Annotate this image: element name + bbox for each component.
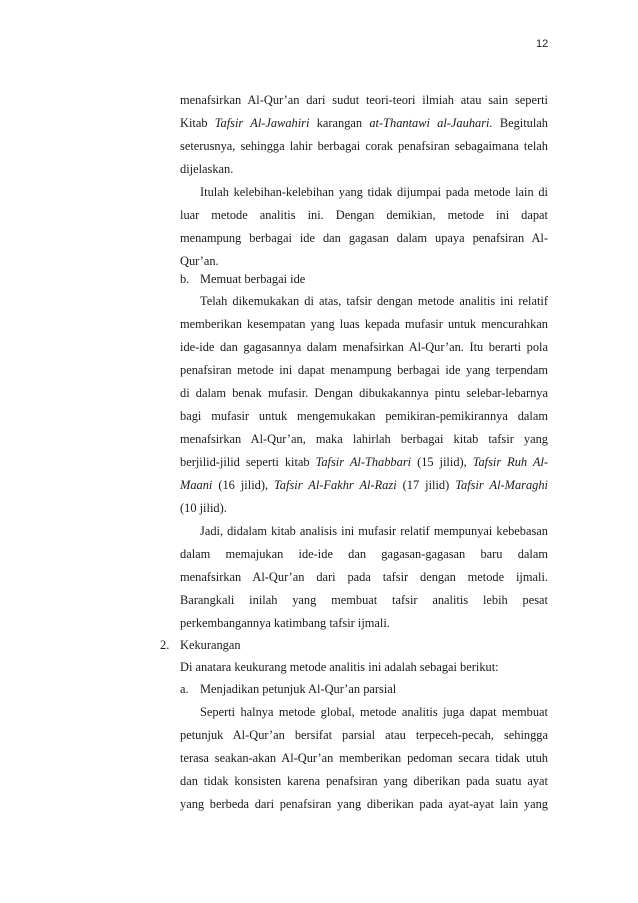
text-line: dalam memajukan ide-ide dan gagasan-gagasan baru dalam bbox=[180, 547, 548, 561]
text-line: penafsiran metode ini dapat menampung berbagai ide yang terpendam bbox=[180, 363, 548, 377]
text-line: (10 jilid). bbox=[180, 501, 227, 515]
text-line: perkembangannya katimbang tafsir ijmali. bbox=[180, 616, 390, 630]
text-line: ide-ide dan gagasannya dalam menafsirkan Al-Qur’an. Itu berarti pola bbox=[180, 340, 548, 354]
text-line: dijelaskan. bbox=[180, 162, 234, 176]
page-number: 12 bbox=[536, 38, 549, 50]
list-heading: Menjadikan petunjuk Al-Qur’an parsial bbox=[200, 682, 397, 696]
text-line: dan tidak konsisten karena penafsiran yang diberikan pada suatu ayat bbox=[180, 774, 548, 788]
text-line: di dalam benak mufasir. Dengan dibukakannya pintu selebar-lebarnya bbox=[180, 386, 548, 400]
text-line: menafsirkan Al-Qur’an dari sudut teori-teori ilmiah atau sain seperti bbox=[180, 93, 548, 107]
text-line: Qur’an. bbox=[180, 254, 219, 268]
text-line: terasa seakan-akan Al-Qur’an memberikan pedoman secara tidak utuh bbox=[180, 751, 548, 765]
text-line: menampung berbagai ide dan gagasan dalam upaya penafsiran Al- bbox=[180, 231, 548, 245]
text-line: Jadi, didalam kitab analisis ini mufasir relatif mempunyai kebebasan bbox=[200, 524, 548, 538]
text-line: petunjuk Al-Qur’an bersifat parsial atau terpeceh-pecah, sehingga bbox=[180, 728, 548, 742]
text-line: yang berbeda dari penafsiran yang diberikan pada ayat-ayat lain yang bbox=[180, 797, 548, 811]
list-label: 2. bbox=[160, 638, 170, 652]
text-line: Maani (16 jilid), Tafsir Al-Fakhr Al-Razi (17 jilid) Tafsir Al-Maraghi bbox=[180, 478, 549, 492]
text-line: Seperti halnya metode global, metode analitis juga dapat membuat bbox=[200, 705, 548, 719]
text-line: seterusnya, sehingga lahir berbagai corak penafsiran sebagaimana telah bbox=[180, 139, 548, 153]
text-line: Kitab Tafsir Al-Jawahiri karangan at-Thantawi al-Jauhari. Begitulah bbox=[180, 116, 548, 130]
text-line: memberikan kesempatan yang luas kepada mufasir untuk mencurahkan bbox=[180, 317, 548, 331]
text-line: bagi mufasir untuk mengemukakan pemikiran-pemikirannya dalam bbox=[180, 409, 548, 423]
text-line: menafsirkan Al-Qur’an, maka lahirlah berbagai kitab tafsir yang bbox=[180, 432, 548, 446]
text-line: Itulah kelebihan-kelebihan yang tidak dijumpai pada metode lain di bbox=[200, 185, 548, 199]
text-line: Di anatara keukurang metode analitis ini adalah sebagai berikut: bbox=[180, 660, 499, 674]
text-line: berjilid-jilid seperti kitab Tafsir Al-Thabbari (15 jilid), Tafsir Ruh Al- bbox=[180, 455, 549, 469]
text-line: luar metode analitis ini. Dengan demikian, metode ini dapat bbox=[180, 208, 548, 222]
list-heading: Memuat berbagai ide bbox=[200, 272, 306, 286]
text-line: menafsirkan Al-Qur’an dari pada tafsir dengan metode ijmali. bbox=[180, 570, 548, 584]
list-label: b. bbox=[180, 272, 190, 286]
section-heading: Kekurangan bbox=[180, 638, 241, 652]
list-label: a. bbox=[180, 682, 189, 696]
text-line: Telah dikemukakan di atas, tafsir dengan metode analitis ini relatif bbox=[200, 294, 548, 308]
text-line: Barangkali inilah yang membuat tafsir analitis lebih pesat bbox=[180, 593, 548, 607]
